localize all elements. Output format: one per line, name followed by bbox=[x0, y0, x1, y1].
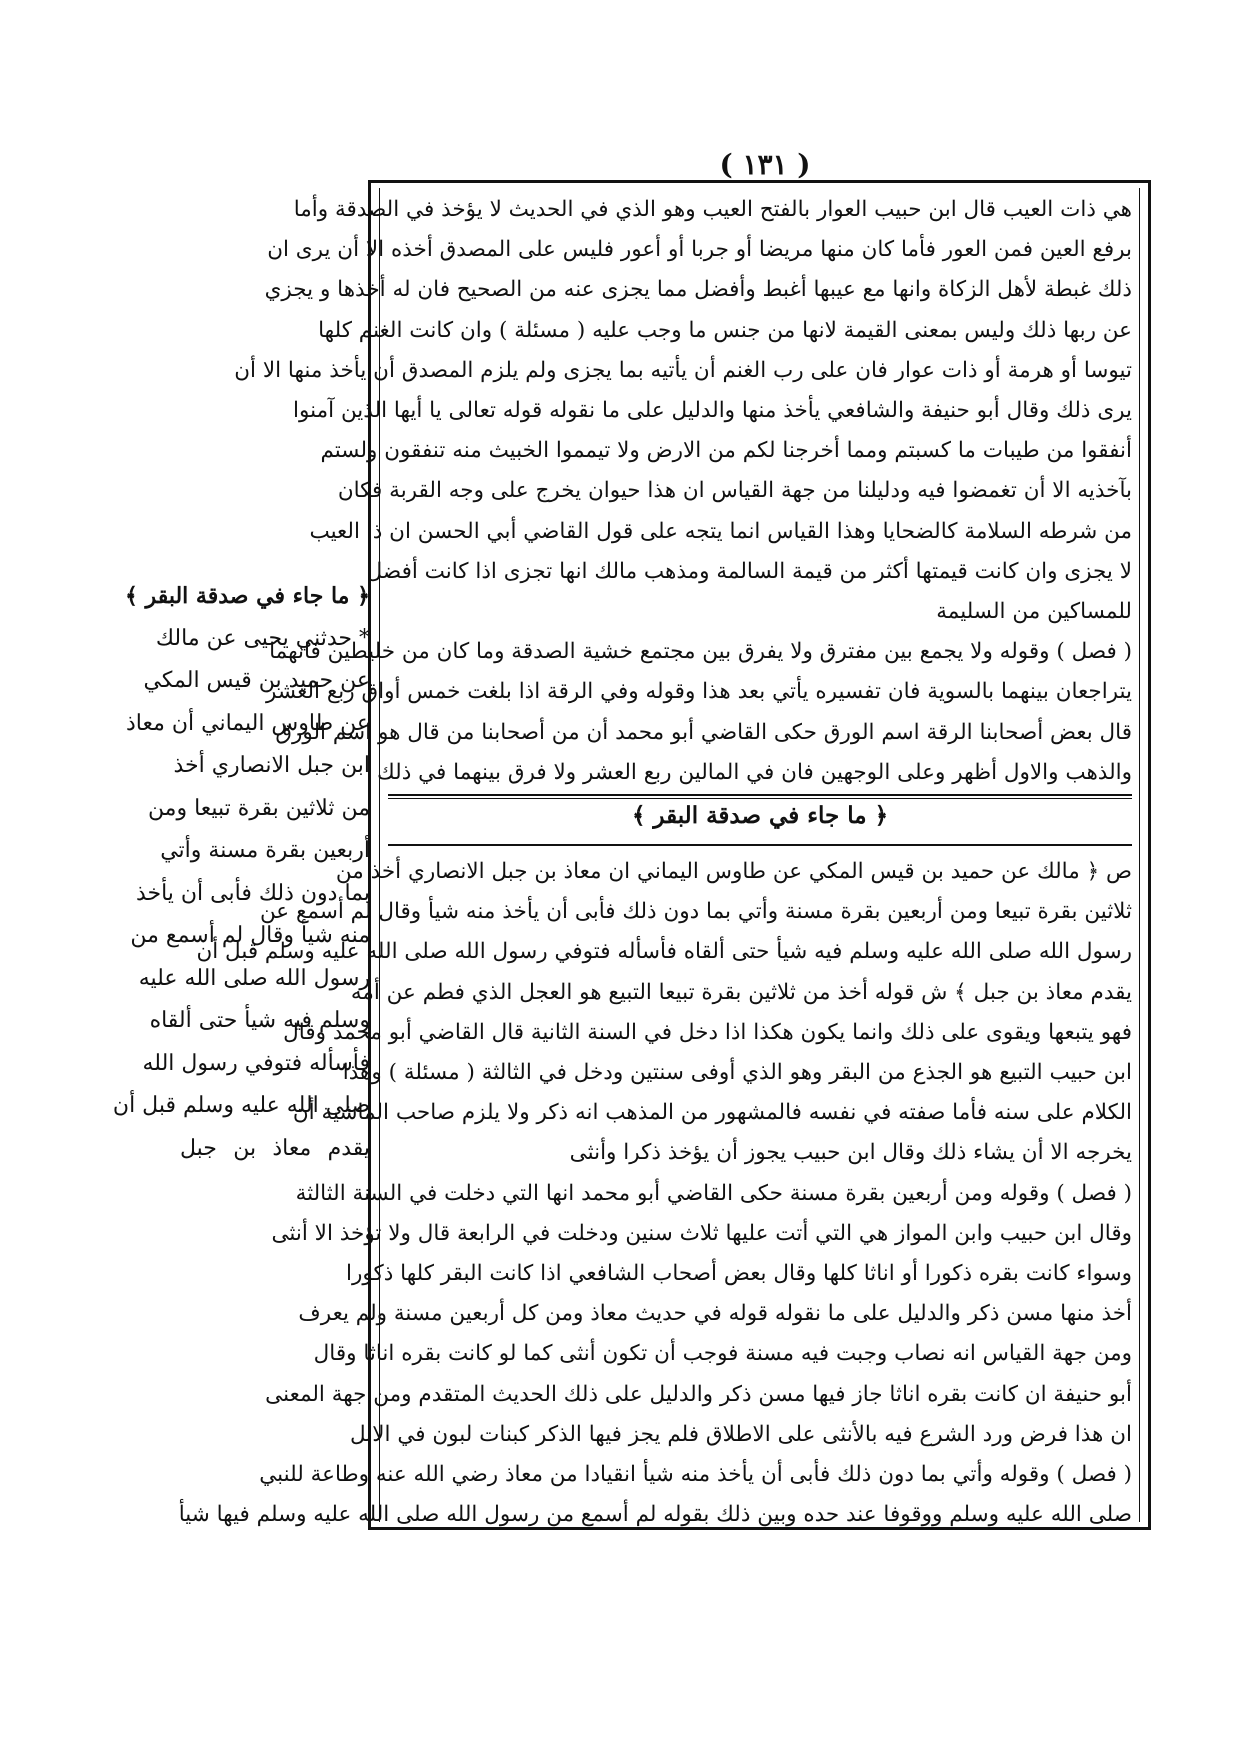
margin-line: من ثلاثين بقرة تبيعا ومن bbox=[147, 795, 370, 821]
text-line: والذهب والاول أظهر وعلى الوجهين فان في المالين ربع العشر ولا فرق بينهما في ذلك bbox=[377, 759, 1132, 785]
margin-hadith-text bbox=[112, 575, 370, 1170]
text-line: وسواء كانت بقره ذكورا أو اناثا كلها وقال بعض أصحاب الشافعي اذا كانت البقر كلها ذكورا bbox=[346, 1261, 1132, 1287]
margin-line: فأسأله فتوفي رسول الله bbox=[142, 1050, 370, 1076]
text-line: من شرطه السلامة كالضحايا وهذا القياس انما يتجه على قول القاضي أبي الحسن ان ذا العيب bbox=[309, 518, 1132, 544]
text-line: برفع العين فمن العور فأما كان منها مريضا أو جربا أو أعور فليس على المصدق أخذه الا أن يرى ان bbox=[267, 237, 1132, 263]
margin-line: بما دون ذلك فأبى أن يأخذ bbox=[135, 880, 370, 906]
section-divider bbox=[388, 844, 1132, 846]
text-line: قال بعض أصحابنا الرقة اسم الورق حكى القاضي أبو محمد أن من أصحابنا من قال هو اسم الورق bbox=[275, 719, 1132, 745]
section-divider bbox=[388, 798, 1132, 799]
text-line: تيوسا أو هرمة أو ذات عوار فان على رب الغنم أن يأتيه بما يجزى ولم يلزم المصدق أن يأخذ منها الا أن bbox=[234, 357, 1132, 383]
margin-line: يقدم معاذ بن جبل bbox=[180, 1135, 370, 1161]
margin-line: عن طاوس اليماني أن معاذ bbox=[125, 710, 370, 736]
text-line: ذلك غبطة لأهل الزكاة وانها مع عيبها أغبط وأفضل مما يجزى عنه من الصحيح فان له أخذها و يجزي bbox=[264, 277, 1132, 303]
text-line: يرى ذلك وقال أبو حنيفة والشافعي يأخذ منها والدليل على ما نقوله قوله تعالى يا أيها الذين آمنوا bbox=[293, 398, 1132, 424]
text-line: صلى الله عليه وسلم ووقوفا عند حده وبين ذلك بقوله لم أسمع من رسول الله صلى الله عليه وسلم فيها شيأ bbox=[178, 1502, 1132, 1528]
margin-line: وسلم فيه شيأ حتى ألقاه bbox=[149, 1008, 370, 1033]
text-line: لا يجزى وان كانت قيمتها أكثر من قيمة السالمة ومذهب مالك انها تجزى اذا كانت أفضل bbox=[366, 558, 1132, 584]
section-heading: ﴿ ما جاء في صدقة البقر ﴾ bbox=[631, 802, 889, 829]
text-line: يتراجعان بينهما بالسوية فان تفسيره يأتي بعد هذا وقوله وفي الرقة اذا بلغت خمس أواق ربع العشر bbox=[266, 679, 1132, 705]
page-number: ( ١٣١ ) bbox=[719, 148, 811, 181]
text-line: ان هذا فرض ورد الشرع فيه بالأنثى على الاطلاق فلم يجز فيها الذكر كبنات لبون في الابل bbox=[350, 1421, 1132, 1447]
text-line: رسول الله صلى الله عليه وسلم فيه شيأ حتى ألقاه فأسأله فتوفي رسول الله صلى الله عليه وسلم قبل أن bbox=[196, 939, 1132, 965]
text-line: هي ذات العيب قال ابن حبيب العوار بالفتح العيب وهو الذي في الحديث لا يؤخذ في الصدقة وأما bbox=[293, 197, 1132, 222]
section-divider bbox=[388, 794, 1132, 796]
text-line: أبو حنيفة ان كانت بقره اناثا جاز فيها مسن ذكر والدليل على ذلك الحديث المتقدم ومن جهة المعنى bbox=[265, 1381, 1132, 1407]
text-line: يخرجه الا أن يشاء ذلك وقال ابن حبيب يجوز أن يؤخذ ذكرا وأنثى bbox=[569, 1140, 1132, 1166]
text-line: ( فصل ) وقوله ولا يجمع بين مفترق ولا يفرق بين مجتمع خشية الصدقة وما كان من خليطين فانهما bbox=[269, 639, 1132, 665]
text-line: وقال ابن حبيب وابن المواز هي التي أتت عليها ثلاث سنين ودخلت في الرابعة قال ولا تؤخذ الا أنثى bbox=[271, 1220, 1132, 1246]
text-line: الكلام على سنه فأما صفته في نفسه فالمشهور من المذهب انه ذكر ولا يلزم صاحب الماشية أن bbox=[292, 1100, 1132, 1126]
text-line: ابن حبيب التبيع هو الجذع من البقر وهو الذي أوفى سنتين ودخل في الثالثة ( مسئلة ) وهذا bbox=[342, 1060, 1132, 1086]
text-line: ( فصل ) وقوله وأتي بما دون ذلك فأبى أن يأخذ منه شيأ انقيادا من معاذ رضي الله عنه وطاعة للنبي bbox=[259, 1462, 1132, 1488]
text-line: يقدم معاذ بن جبل ﴾ ش قوله أخذ من ثلاثين بقرة تبيعا التبيع هو العجل الذي فطم عن أمه bbox=[350, 979, 1132, 1005]
margin-heading: ﴿ ما جاء في صدقة البقر ﴾ bbox=[125, 583, 370, 609]
text-line: أنفقوا من طيبات ما كسبتم ومما أخرجنا لكم من الارض ولا تيمموا الخبيث منه تنفقون ولستم bbox=[320, 438, 1132, 464]
text-line: فهو يتبعها ويقوى على ذلك وانما يكون هكذا اذا دخل في السنة الثانية قال القاضي أبو محمد وقال bbox=[283, 1019, 1132, 1045]
margin-line: منه شيأ وقال لم أسمع من bbox=[130, 923, 370, 948]
text-line: أخذ منها مسن ذكر والدليل على ما نقوله قوله في حديث معاذ ومن كل أربعين مسنة ولم يعرف bbox=[298, 1301, 1132, 1327]
margin-line: صلى الله عليه وسلم قبل أن bbox=[112, 1093, 370, 1118]
text-line: ( فصل ) وقوله ومن أربعين بقرة مسنة حكى القاضي أبو محمد انها التي دخلت في السنة الثالثة bbox=[295, 1180, 1132, 1206]
text-line: عن ربها ذلك وليس بمعنى القيمة لانها من جنس ما وجب عليه ( مسئلة ) وان كانت الغنم كلها bbox=[318, 317, 1132, 343]
margin-line: ابن جبل الانصاري أخذ bbox=[173, 753, 370, 778]
margin-line: أربعين بقرة مسنة وأتي bbox=[160, 838, 370, 863]
text-line: ومن جهة القياس انه نصاب وجبت فيه مسنة فوجب أن تكون أنثى كما لو كانت بقره اناثا وقال bbox=[313, 1341, 1132, 1367]
margin-line: رسول الله صلى الله عليه bbox=[138, 965, 370, 991]
text-line: ص ﴿ مالك عن حميد بن قيس المكي عن طاوس اليماني ان معاذ بن جبل الانصاري أخذ من bbox=[335, 859, 1132, 884]
text-line: بآخذيه الا أن تغمضوا فيه ودليلنا من جهة القياس ان هذا حيوان يخرج على وجه القربة فكان bbox=[337, 478, 1132, 504]
text-line: للمساكين من السليمة bbox=[936, 599, 1132, 625]
margin-line: * حدثني يحيى عن مالك bbox=[155, 625, 370, 651]
margin-line: عن حميد بن قيس المكي bbox=[143, 668, 370, 693]
text-line: ثلاثين بقرة تبيعا ومن أربعين بقرة مسنة وأتي بما دون ذلك فأبى أن يأخذ منه شيأ وقال لم أسمع عن bbox=[259, 899, 1132, 925]
